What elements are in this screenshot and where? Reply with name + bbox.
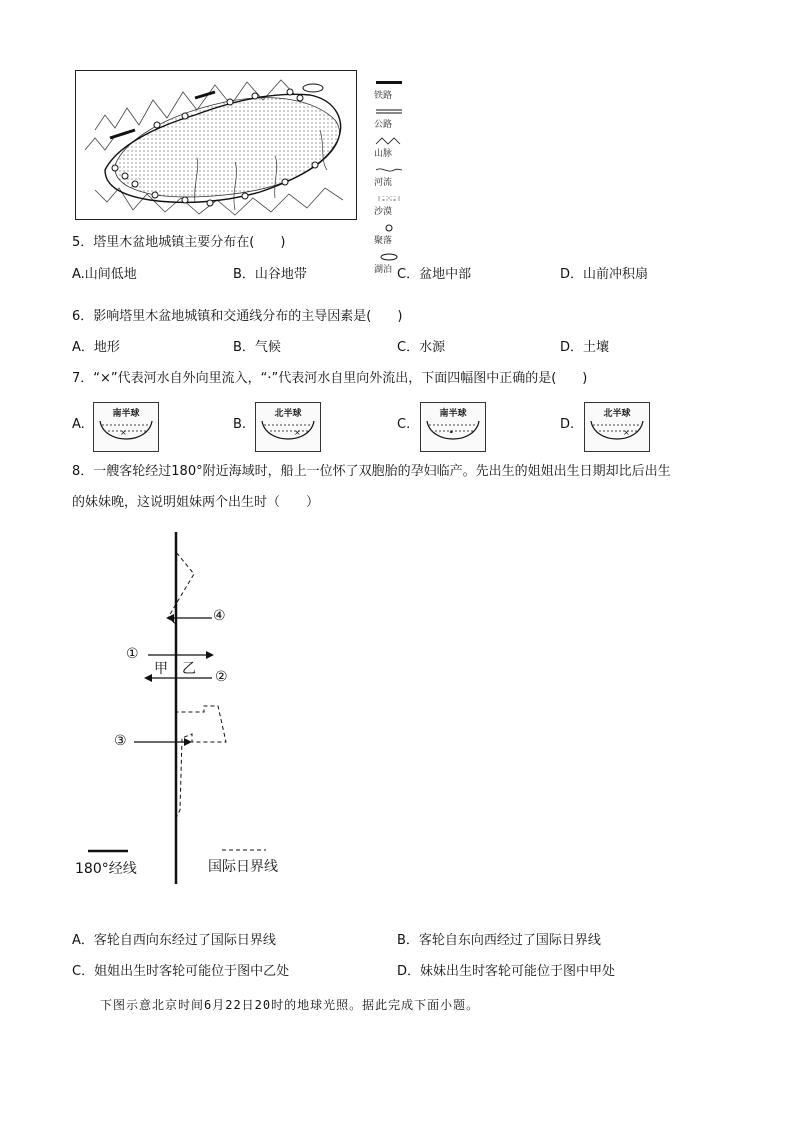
q5-option-b[interactable]: B．山谷地带	[233, 267, 307, 282]
question-8-line2: 的妹妹晚，这说明姐妹两个出生时（ ）	[72, 495, 320, 510]
q5-option-d[interactable]: D．山前冲积扇	[560, 267, 649, 282]
q7-figure-b-label: 北半球	[274, 409, 302, 419]
legend-river: 河流	[374, 178, 393, 188]
label-circle-2: ②	[215, 669, 228, 685]
q7-figure-a-mark: ×	[120, 428, 127, 437]
q6-option-d[interactable]: D．土壤	[560, 340, 610, 355]
q7-figure-a-label: 南半球	[112, 409, 140, 419]
mountain-legend-symbol	[374, 137, 404, 145]
q5-option-a[interactable]: A.山间低地	[72, 267, 137, 282]
q6-option-a[interactable]: A．地形	[72, 340, 120, 355]
question-6: 6．影响塔里木盆地城镇和交通线分布的主导因素是( )	[72, 309, 403, 324]
question-8-line1: 8．一艘客轮经过180°附近海域时，船上一位怀了双胞胎的孕妇临产。先出生的姐姐出生日期却比后出生	[72, 464, 671, 479]
river-legend-symbol	[374, 166, 404, 174]
q7-figure-b	[255, 402, 321, 452]
dateline-diagram	[70, 528, 310, 888]
legend-railway: 铁路	[374, 91, 393, 101]
legend-mountain: 山脉	[374, 149, 393, 159]
label-circle-3: ③	[114, 733, 127, 749]
q7-figure-d	[584, 402, 650, 452]
q7-figure-d-label: 北半球	[603, 409, 631, 419]
label-jia: 甲	[154, 661, 168, 677]
tarim-map-graphic	[75, 70, 357, 220]
settlement-legend-symbol	[374, 224, 404, 232]
railway-legend-symbol	[374, 79, 404, 87]
legend-lake: 湖泊	[374, 265, 393, 275]
river-cross-section-d	[585, 403, 649, 451]
river-cross-section-a	[94, 403, 158, 451]
map-legend	[374, 72, 404, 275]
q8-option-b[interactable]: B．客轮自东向西经过了国际日界线	[397, 933, 601, 948]
q8-option-d[interactable]: D．妹妹出生时客轮可能位于图中甲处	[397, 964, 616, 979]
question-5: 5．塔里木盆地城镇主要分布在( )	[72, 235, 286, 250]
q5-option-c[interactable]: C．盆地中部	[397, 267, 472, 282]
q7-option-b[interactable]: B.	[233, 417, 247, 432]
legend-dateline: 国际日界线	[208, 859, 278, 875]
section-note: 下图示意北京时间6月22日20时的地球光照。据此完成下面小题。	[100, 998, 480, 1012]
legend-highway: 公路	[374, 120, 393, 130]
legend-desert: 沙漠	[374, 207, 393, 217]
q7-figure-c-label: 南半球	[439, 409, 467, 419]
q8-option-c[interactable]: C．姐姐出生时客轮可能位于图中乙处	[72, 964, 290, 979]
lake-legend-symbol	[374, 253, 404, 261]
highway-legend-symbol	[374, 108, 404, 116]
label-circle-4: ④	[213, 608, 226, 624]
river-cross-section-b	[256, 403, 320, 451]
desert-legend-symbol	[374, 195, 404, 203]
q6-option-b[interactable]: B．气候	[233, 340, 281, 355]
q7-option-a[interactable]: A.	[72, 417, 85, 432]
label-circle-1: ①	[126, 646, 139, 662]
q7-figure-c-mark: ·	[449, 425, 454, 439]
q7-figure-b-mark: ×	[294, 428, 301, 437]
q7-option-c[interactable]: C.	[397, 417, 411, 432]
legend-settlement: 聚落	[374, 236, 393, 246]
q6-option-c[interactable]: C．水源	[397, 340, 446, 355]
dateline-diagram-graphic	[70, 528, 310, 888]
label-yi: 乙	[182, 661, 196, 677]
q7-figure-d-mark: ×	[623, 428, 630, 437]
q8-option-a[interactable]: A．客轮自西向东经过了国际日界线	[72, 933, 276, 948]
q7-figure-c	[420, 402, 486, 452]
q7-option-d[interactable]: D.	[560, 417, 575, 432]
tarim-map	[75, 70, 357, 220]
legend-180-meridian: 180°经线	[75, 861, 137, 877]
q7-figure-a	[93, 402, 159, 452]
question-7: 7．“×”代表河水自外向里流入，“·”代表河水自里向外流出，下面四幅图中正确的是( )	[72, 371, 588, 386]
